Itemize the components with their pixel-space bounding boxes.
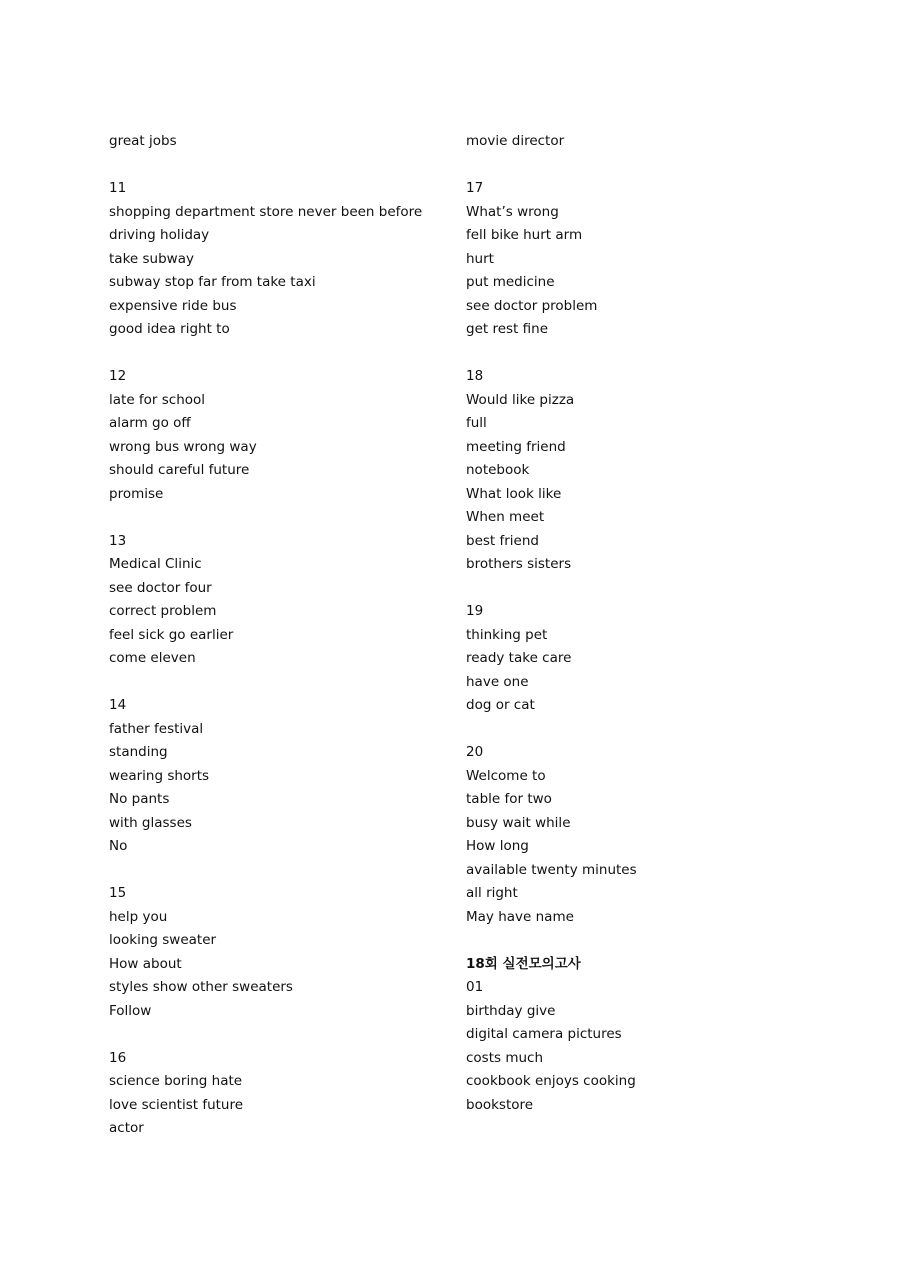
text-line: correct problem <box>109 603 217 619</box>
text-line: good idea right to <box>109 321 230 337</box>
text-line: styles show other sweaters <box>109 979 293 995</box>
text-line: table for two <box>466 791 552 807</box>
blank-line <box>109 154 449 178</box>
section-heading: 18회 실전모의고사 <box>466 955 581 972</box>
text-line: No <box>109 838 128 854</box>
text-line: wearing shorts <box>109 767 210 784</box>
text-line: thinking pet <box>466 626 548 643</box>
text-line: feel sick go earlier <box>109 626 234 643</box>
text-line: come eleven <box>109 650 196 666</box>
text-line: 11 <box>109 180 127 196</box>
blank-line <box>466 342 806 366</box>
text-line: expensive ride bus <box>109 297 237 314</box>
text-line: brothers sisters <box>466 556 572 572</box>
text-line: looking sweater <box>109 932 217 948</box>
text-line: How long <box>466 838 529 854</box>
text-line: 14 <box>109 697 127 713</box>
text-line: wrong bus wrong way <box>109 438 257 455</box>
text-line: fell bike hurt arm <box>466 227 583 243</box>
text-line: May have name <box>466 908 574 925</box>
text-line: No pants <box>109 791 170 807</box>
text-line: What’s wrong <box>466 203 559 220</box>
left-column <box>109 130 449 1141</box>
text-line: Welcome to <box>466 767 546 784</box>
text-line: science boring hate <box>109 1073 243 1089</box>
text-line: Medical Clinic <box>109 556 202 572</box>
text-line: with glasses <box>109 814 192 831</box>
text-line: put medicine <box>466 274 555 290</box>
text-line: hurt <box>466 250 494 267</box>
text-line: help you <box>109 908 168 925</box>
text-line: 15 <box>109 885 127 901</box>
text-line: What look like <box>466 485 562 502</box>
text-line: best friend <box>466 532 539 549</box>
text-line: 19 <box>466 603 484 619</box>
text-line: cookbook enjoys cooking <box>466 1073 636 1089</box>
text-line: standing <box>109 744 168 760</box>
blank-line <box>466 929 806 953</box>
right-column <box>466 130 806 1117</box>
text-line: 13 <box>109 532 127 549</box>
blank-line <box>109 671 449 695</box>
blank-line <box>466 577 806 601</box>
text-line: ready take care <box>466 650 572 666</box>
text-line: notebook <box>466 462 530 478</box>
text-line: 20 <box>466 744 484 760</box>
text-line: dog or cat <box>466 697 535 713</box>
text-line: movie director <box>466 133 565 149</box>
blank-line <box>466 718 806 742</box>
blank-line <box>109 342 449 366</box>
blank-line <box>109 506 449 530</box>
text-line: 18 <box>466 368 484 384</box>
text-line: busy wait while <box>466 814 571 831</box>
text-line: full <box>466 415 487 431</box>
text-line: see doctor four <box>109 579 212 596</box>
text-line: alarm go off <box>109 415 191 431</box>
text-line: digital camera pictures <box>466 1026 622 1042</box>
text-line: driving holiday <box>109 227 210 243</box>
text-line: 16 <box>109 1049 127 1066</box>
text-line: meeting friend <box>466 438 566 455</box>
text-line: available twenty minutes <box>466 861 637 878</box>
text-line: subway stop far from take taxi <box>109 274 316 290</box>
text-line: late for school <box>109 391 206 408</box>
text-line: shopping department store never been before <box>109 203 423 220</box>
text-line: promise <box>109 485 164 502</box>
text-line: Follow <box>109 1002 152 1019</box>
text-line: How about <box>109 955 182 972</box>
text-line: 01 <box>466 979 484 995</box>
text-line: great jobs <box>109 133 177 149</box>
text-line: should careful future <box>109 462 250 478</box>
blank-line <box>109 859 449 883</box>
text-line: birthday give <box>466 1002 556 1019</box>
text-line: have one <box>466 673 529 690</box>
text-line: 12 <box>109 368 127 384</box>
text-line: get rest fine <box>466 321 549 337</box>
text-line: take subway <box>109 250 194 267</box>
text-line: Would like pizza <box>466 391 575 408</box>
text-line: love scientist future <box>109 1096 244 1113</box>
text-line: see doctor problem <box>466 297 598 314</box>
text-line: 17 <box>466 180 484 196</box>
text-line: actor <box>109 1120 144 1136</box>
text-line: bookstore <box>466 1096 534 1113</box>
text-line: When meet <box>466 509 545 525</box>
blank-line <box>466 154 806 178</box>
text-line: all right <box>466 885 518 901</box>
text-line: father festival <box>109 720 204 737</box>
blank-line <box>109 1023 449 1047</box>
text-line: costs much <box>466 1049 544 1066</box>
